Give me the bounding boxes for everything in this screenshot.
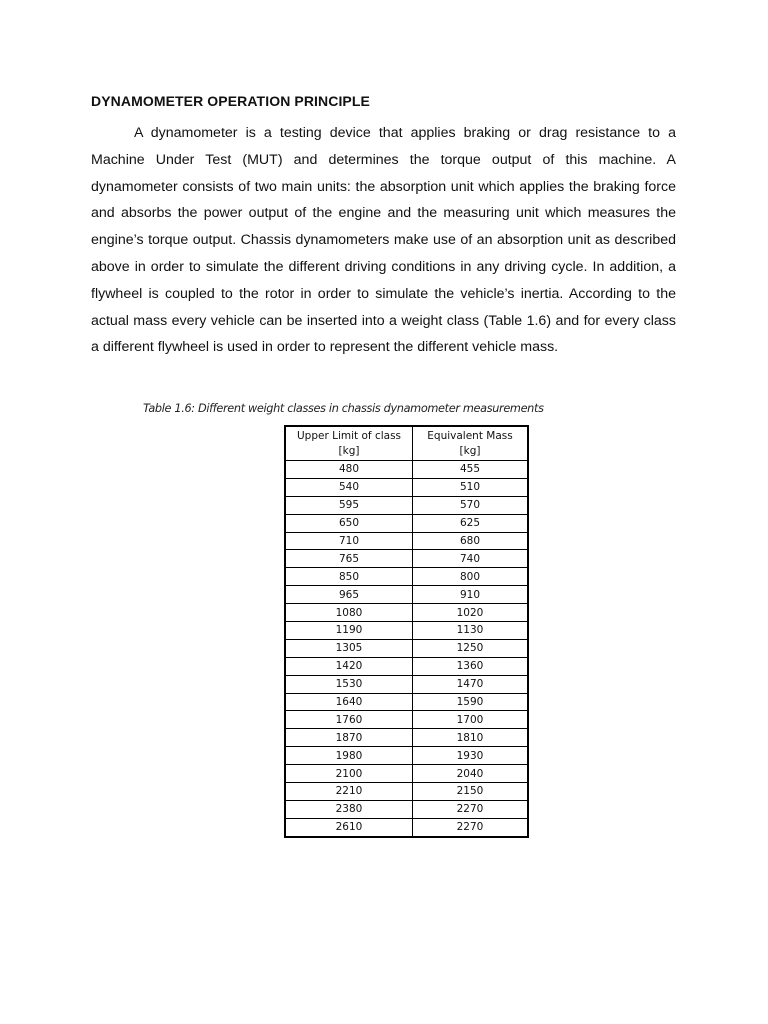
cell-equivalent-mass: 680 bbox=[413, 532, 528, 550]
table-row bbox=[286, 622, 528, 640]
cell-equivalent-mass: 1020 bbox=[413, 604, 528, 622]
cell-equivalent-mass: 1590 bbox=[413, 693, 528, 711]
cell-equivalent-mass: 1810 bbox=[413, 729, 528, 747]
table-row bbox=[286, 675, 528, 693]
cell-upper-limit: 1530 bbox=[286, 675, 413, 693]
cell-equivalent-mass: 2270 bbox=[413, 800, 528, 818]
cell-upper-limit: 595 bbox=[286, 496, 413, 514]
cell-upper-limit: 1870 bbox=[286, 729, 413, 747]
cell-upper-limit: 2100 bbox=[286, 765, 413, 783]
table-header bbox=[286, 427, 528, 461]
table-row bbox=[286, 818, 528, 836]
table-row bbox=[286, 800, 528, 818]
table-row bbox=[286, 568, 528, 586]
cell-equivalent-mass: 570 bbox=[413, 496, 528, 514]
cell-equivalent-mass: 1700 bbox=[413, 711, 528, 729]
cell-equivalent-mass: 625 bbox=[413, 514, 528, 532]
cell-upper-limit: 1190 bbox=[286, 622, 413, 640]
cell-equivalent-mass: 510 bbox=[413, 478, 528, 496]
table-body bbox=[286, 461, 528, 837]
table-row bbox=[286, 496, 528, 514]
cell-upper-limit: 2610 bbox=[286, 818, 413, 836]
table-row bbox=[286, 639, 528, 657]
cell-upper-limit: 1305 bbox=[286, 639, 413, 657]
cell-equivalent-mass: 455 bbox=[413, 461, 528, 479]
cell-upper-limit: 765 bbox=[286, 550, 413, 568]
table-row bbox=[286, 765, 528, 783]
cell-equivalent-mass: 800 bbox=[413, 568, 528, 586]
section-heading: DYNAMOMETER OPERATION PRINCIPLE bbox=[91, 93, 370, 109]
column-header-upper-limit bbox=[286, 427, 413, 461]
table-row bbox=[286, 747, 528, 765]
weight-class-table bbox=[285, 426, 528, 837]
table-row bbox=[286, 657, 528, 675]
table-row bbox=[286, 783, 528, 801]
cell-equivalent-mass: 2150 bbox=[413, 783, 528, 801]
table-row bbox=[286, 604, 528, 622]
cell-upper-limit: 480 bbox=[286, 461, 413, 479]
column-header-equivalent-mass bbox=[413, 427, 528, 461]
cell-upper-limit: 540 bbox=[286, 478, 413, 496]
cell-equivalent-mass: 1930 bbox=[413, 747, 528, 765]
table-row bbox=[286, 550, 528, 568]
cell-upper-limit: 1760 bbox=[286, 711, 413, 729]
table-header-row bbox=[286, 427, 528, 461]
column-header-upper-limit-label: Upper Limit of class bbox=[296, 429, 402, 442]
cell-equivalent-mass: 1360 bbox=[413, 657, 528, 675]
cell-upper-limit: 1420 bbox=[286, 657, 413, 675]
column-header-upper-limit-unit: [kg] bbox=[338, 444, 360, 457]
cell-equivalent-mass: 2270 bbox=[413, 818, 528, 836]
cell-equivalent-mass: 1250 bbox=[413, 639, 528, 657]
table-row bbox=[286, 478, 528, 496]
cell-upper-limit: 1640 bbox=[286, 693, 413, 711]
table-caption: Table 1.6: Different weight classes in chassis dynamometer measurements bbox=[143, 402, 544, 415]
table-row bbox=[286, 711, 528, 729]
table-row bbox=[286, 586, 528, 604]
cell-upper-limit: 710 bbox=[286, 532, 413, 550]
cell-upper-limit: 2210 bbox=[286, 783, 413, 801]
column-header-equivalent-mass-label: Equivalent Mass bbox=[427, 429, 513, 442]
cell-upper-limit: 650 bbox=[286, 514, 413, 532]
cell-equivalent-mass: 2040 bbox=[413, 765, 528, 783]
table-row bbox=[286, 461, 528, 479]
cell-equivalent-mass: 1130 bbox=[413, 622, 528, 640]
table-row bbox=[286, 514, 528, 532]
table-row bbox=[286, 729, 528, 747]
cell-equivalent-mass: 1470 bbox=[413, 675, 528, 693]
table-row bbox=[286, 532, 528, 550]
cell-equivalent-mass: 910 bbox=[413, 586, 528, 604]
cell-upper-limit: 2380 bbox=[286, 800, 413, 818]
cell-upper-limit: 1080 bbox=[286, 604, 413, 622]
column-header-equivalent-mass-unit: [kg] bbox=[459, 444, 481, 457]
cell-upper-limit: 850 bbox=[286, 568, 413, 586]
cell-upper-limit: 965 bbox=[286, 586, 413, 604]
cell-equivalent-mass: 740 bbox=[413, 550, 528, 568]
body-paragraph: A dynamometer is a testing device that applies braking or drag resistance to a Machine Under Test (MUT) and determines the torque output of this machine. A dynamometer consists of two main units: the absorption unit which applies the braking force and absorbs the power output of the engine and the measuring unit which measures the engine’s torque output. Chassis dynamometers make use of an absorption unit as described above in order to simulate the different driving conditions in any driving cycle. In addition, a flywheel is coupled to the rotor in order to simulate the vehicle’s inertia. According to the actual mass every vehicle can be inserted into a weight class (Table 1.6) and for every class a different flywheel is used in order to represent the different vehicle mass. bbox=[91, 125, 676, 356]
cell-upper-limit: 1980 bbox=[286, 747, 413, 765]
table-row bbox=[286, 693, 528, 711]
